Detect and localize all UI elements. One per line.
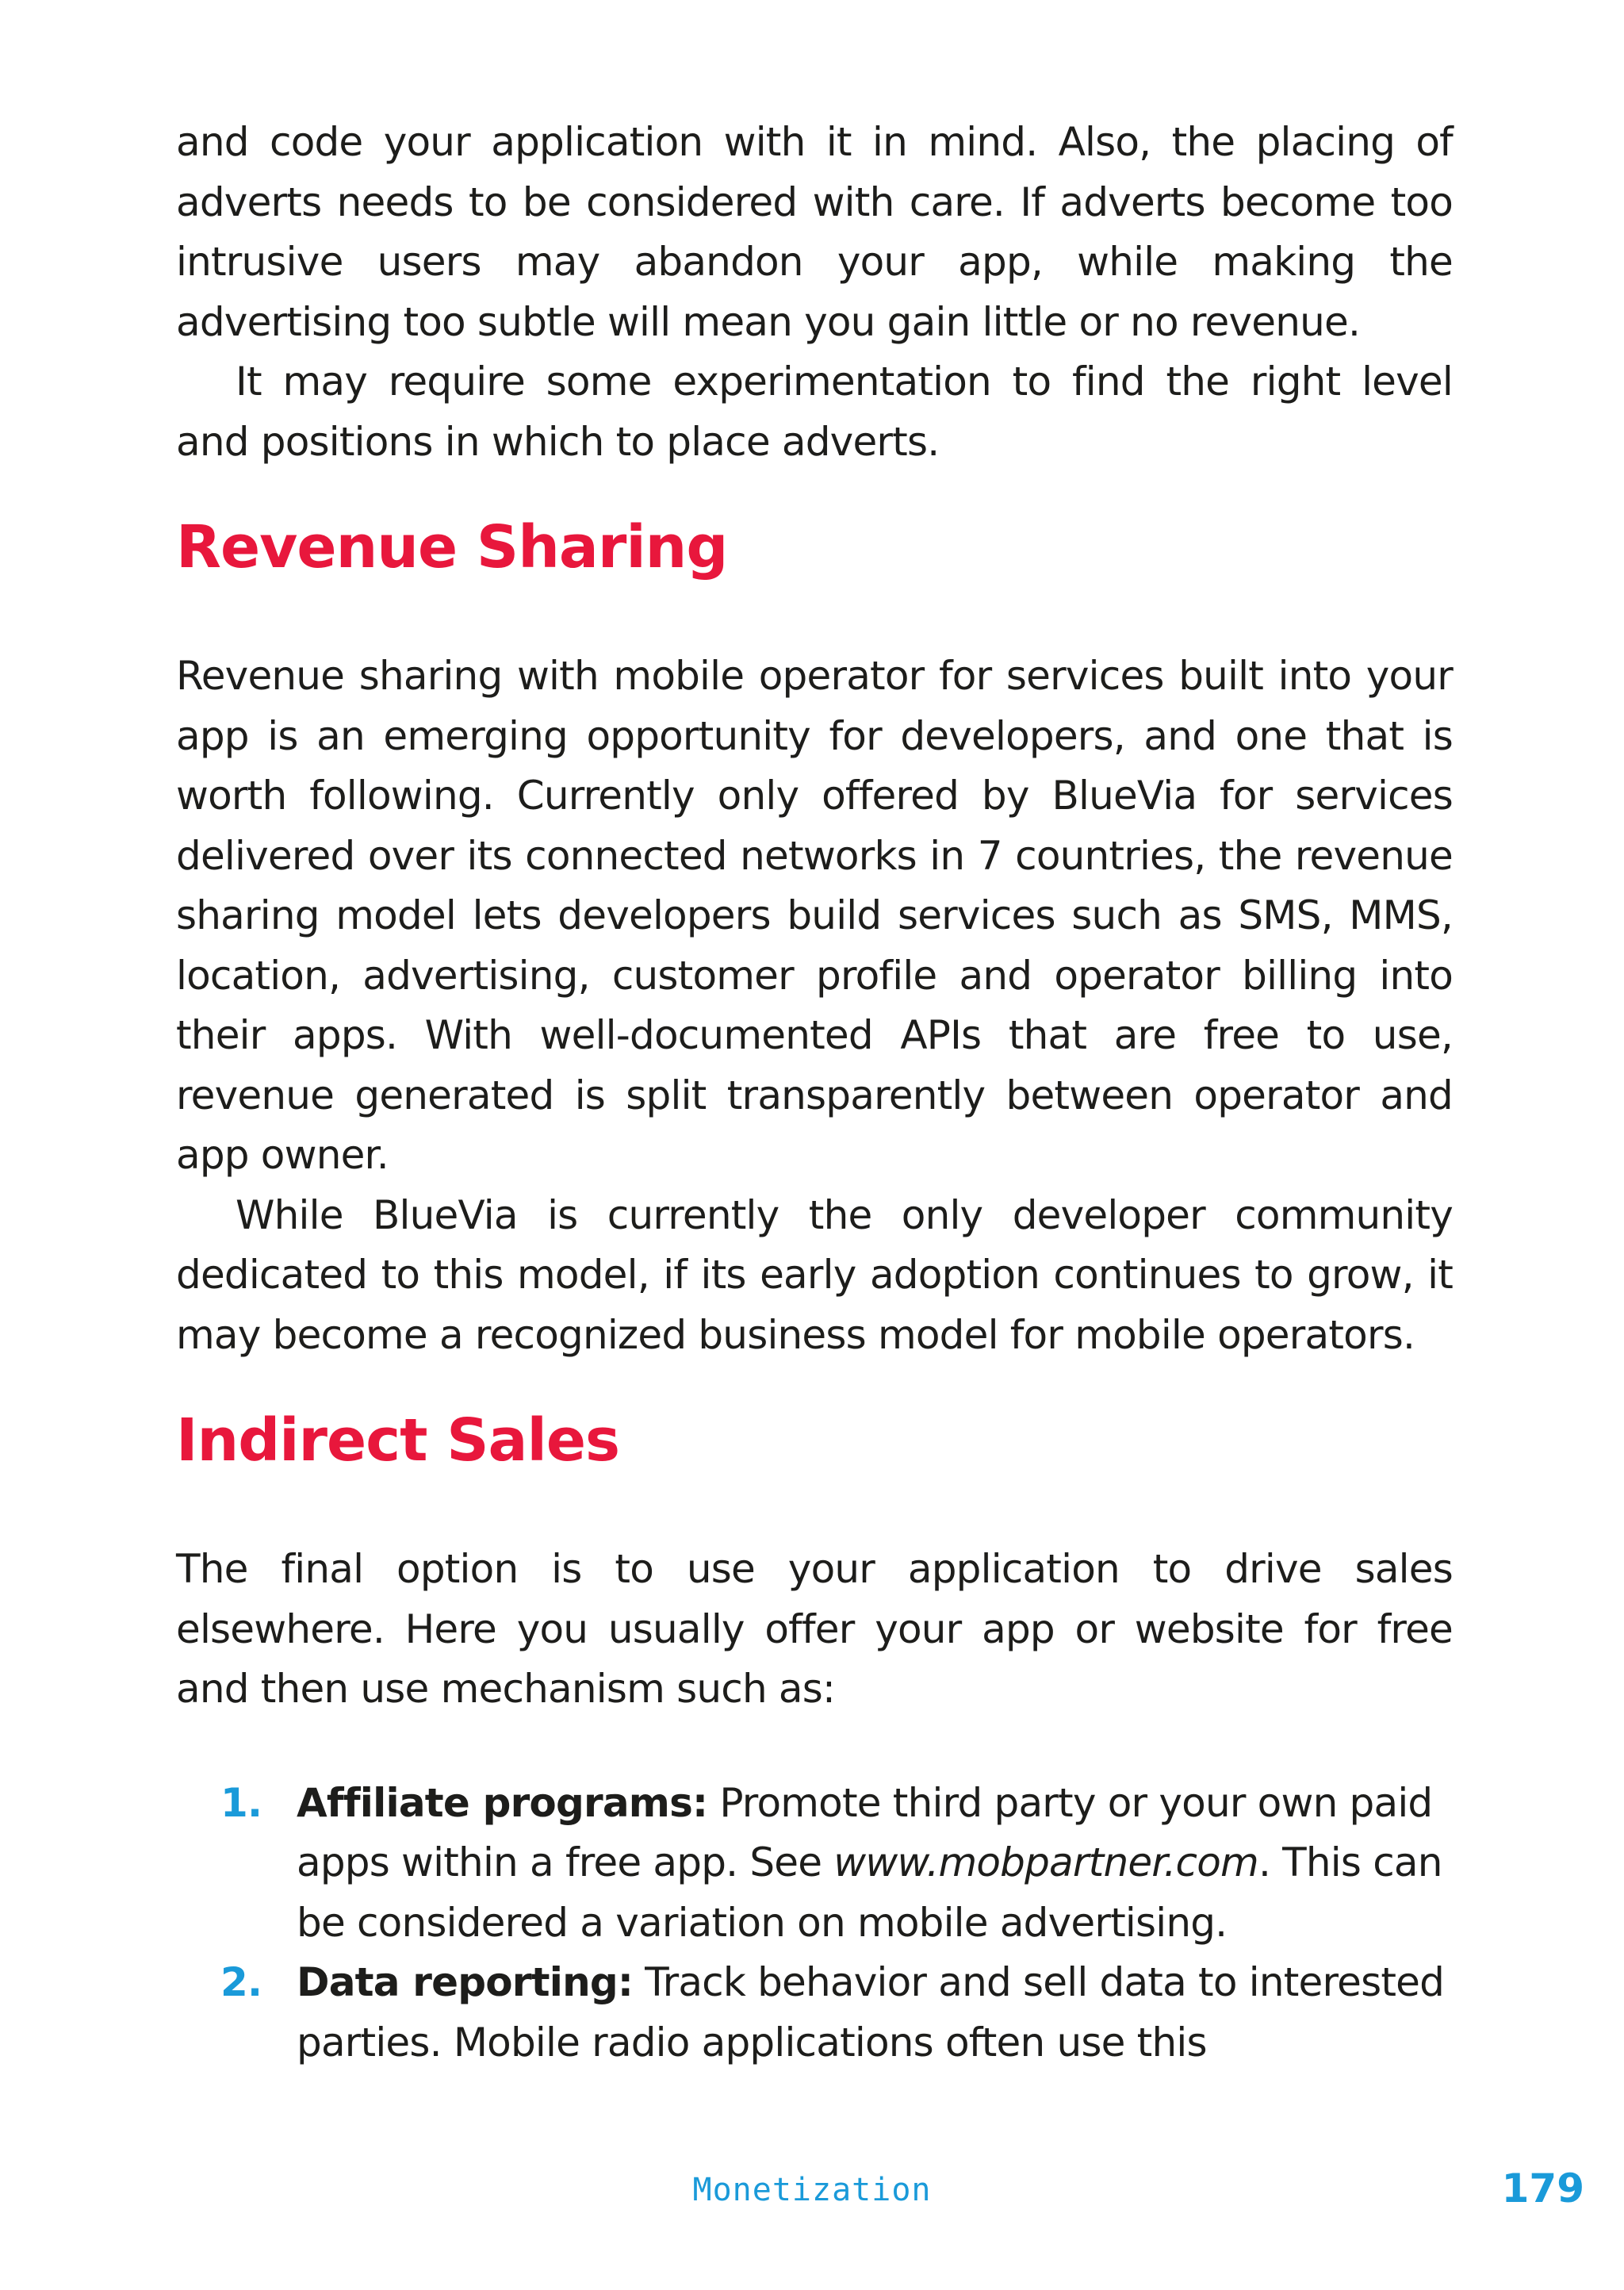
indirect-sales-paragraph: The final option is to use your application to drive sales elsewhere. Here you usually offer your app or website for free and then use mechanism such as: bbox=[176, 1546, 1453, 1712]
page-content bbox=[176, 113, 1453, 2073]
section-heading-indirect-sales: Indirect Sales bbox=[176, 1406, 620, 1475]
page-number: 179 bbox=[1501, 2165, 1584, 2211]
list-item-term: Data reporting: bbox=[297, 1959, 634, 2005]
list-item-number: 2. bbox=[220, 1959, 262, 2005]
revenue-sharing-paragraph-2: While BlueVia is currently the only developer community dedicated to this model, if its early adoption continues to grow, it may become a recognized business model for mobile operators. bbox=[176, 1191, 1453, 1358]
list-item bbox=[176, 1774, 1453, 1954]
revenue-sharing-paragraph: Revenue sharing with mobile operator for services built into your app is an emerging opportunity for developers, and one that is worth following. Currently only offered by BlueVia for services delivered over its connected networks in 7 countries, the revenue sharing model lets developers build services such as SMS, MMS, location, advertising, customer profile and operator billing into their apps. With well-documented APIs that are free to use, revenue generated is split transparently between operator and app owner. bbox=[176, 653, 1453, 1178]
list-item-term: Affiliate programs: bbox=[297, 1779, 708, 1826]
intro-paragraph-2: It may require some experimentation to find the right level and positions in which to place adverts. bbox=[176, 359, 1453, 465]
list-item-text-after: . This can be considered a variation on mobile advertising. bbox=[297, 1839, 1442, 1946]
list-item bbox=[176, 1953, 1453, 2073]
list-item-text: Track behavior and sell data to interested parties. Mobile radio applications often use this bbox=[297, 1959, 1445, 2066]
indirect-sales-list bbox=[176, 1774, 1453, 2073]
section-heading-revenue-sharing: Revenue Sharing bbox=[176, 513, 728, 581]
list-item-link: www.mobpartner.com bbox=[833, 1839, 1258, 1885]
list-item-number: 1. bbox=[220, 1779, 262, 1826]
list-item-text: Promote third party or your own paid apps within a free app. See bbox=[297, 1779, 1433, 1885]
intro-paragraph: and code your application with it in mind. Also, the placing of adverts needs to be considered with care. If adverts become too intrusive users may abandon your app, while making the advertising too subtle will mean you gain little or no revenue. bbox=[176, 119, 1453, 345]
running-footer-section: Monetization bbox=[692, 2172, 932, 2208]
